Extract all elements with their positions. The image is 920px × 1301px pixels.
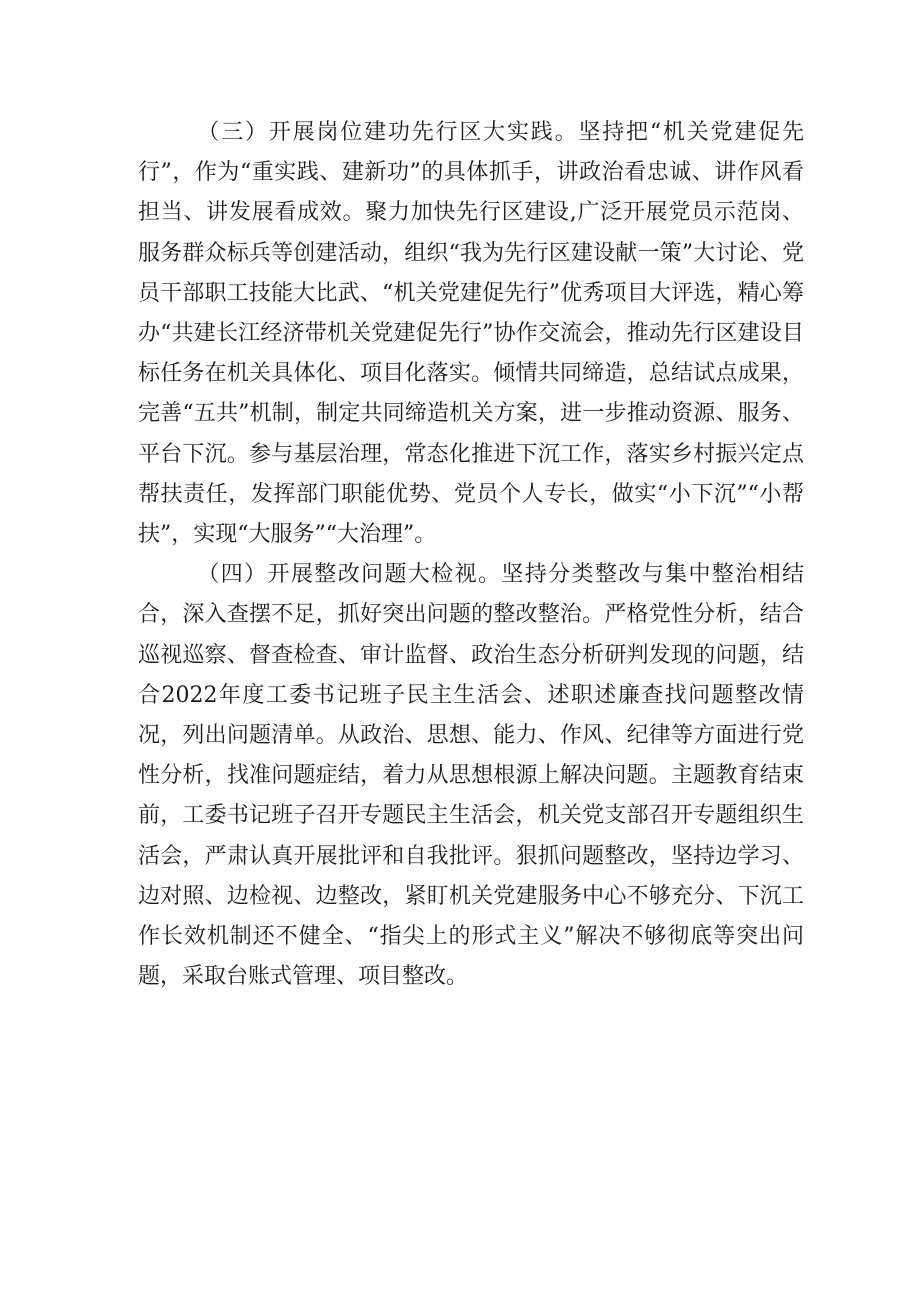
paragraph-section-3: （三）开展岗位建功先行区大实践。坚持把“机关党建促先行”，作为“重实践、建新功”的具体抓手，讲政治看忠诚、讲作风看担当、讲发展看成效。聚力加快先行区建设,广泛开展党员示范岗、服务群众标兵等创建活动，组织“我为先行区建设献一策”大讨论、党员干部职工技能大比武、“机关党建促先行”优秀项目大评选，精心筹办“共建长江经济带机关党建促先行”协作交流会，推动先行区建设目标任务在机关具体化、项目化落实。倾情共同缔造，总结试点成果，完善“五共”机制，制定共同缔造机关方案，进一步推动资源、服务、平台下沉。参与基层治理，常态化推进下沉工作，落实乡村振兴定点帮扶责任，发挥部门职能优势、党员个人专长，做实“小下沉”“小帮扶”，实现“大服务”“大治理”。 (138, 120, 804, 548)
paragraph-section-4: （四）开展整改问题大检视。坚持分类整改与集中整治相结合，深入查摆不足，抓好突出问题的整改整治。严格党性分析，结合巡视巡察、督查检查、审计监督、政治生态分析研判发现的问题，结合2022年度工委书记班子民主生活会、述职述廉查找问题整改情况，列出问题清单。从政治、思想、能力、作风、纪律等方面进行党性分析，找准问题症结，着力从思想根源上解决问题。主题教育结束前，工委书记班子召开专题民主生活会，机关党支部召开专题组织生活会，严肃认真开展批评和自我批评。狠抓问题整改，坚持边学习、边对照、边检视、边整改，紧盯机关党建服务中心不够充分、下沉工作长效机制还不健全、“指尖上的形式主义”解决不够彻底等突出问题，采取台账式管理、项目整改。 (138, 562, 804, 990)
document-body (138, 113, 804, 997)
